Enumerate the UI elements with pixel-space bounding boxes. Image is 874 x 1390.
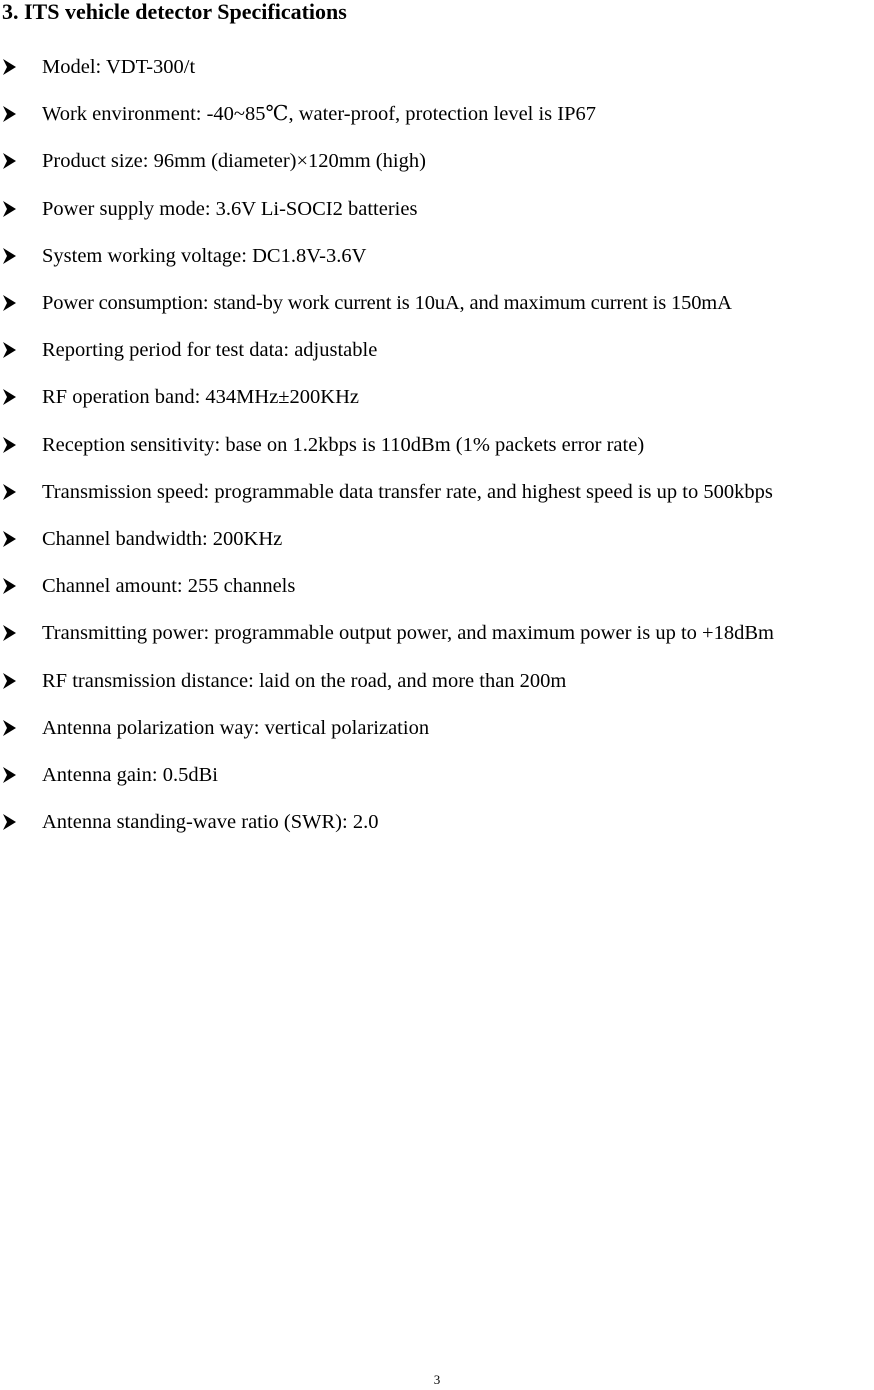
spec-text: Transmitting power: programmable output power, and maximum power is up to +18dBm xyxy=(42,622,774,645)
spec-text: RF operation band: 434MHz±200KHz xyxy=(42,386,359,409)
arrowhead-bullet-icon xyxy=(2,577,17,595)
spec-item xyxy=(0,138,874,185)
section-heading: 3. ITS vehicle detector Specifications xyxy=(2,0,347,24)
arrowhead-bullet-icon xyxy=(2,530,17,548)
spec-item xyxy=(0,610,874,657)
spec-text: Antenna standing-wave ratio (SWR): 2.0 xyxy=(42,811,379,834)
arrowhead-bullet-icon xyxy=(2,436,17,454)
spec-item xyxy=(0,563,874,610)
spec-text: Antenna polarization way: vertical polarization xyxy=(42,716,430,739)
arrowhead-bullet-icon xyxy=(2,388,17,406)
arrowhead-bullet-icon xyxy=(2,152,17,170)
spec-item xyxy=(0,91,874,138)
spec-item xyxy=(0,280,874,327)
arrowhead-bullet-icon xyxy=(2,766,17,784)
spec-text: Transmission speed: programmable data transfer rate, and highest speed is up to 500kbps xyxy=(42,480,773,503)
spec-text: Channel bandwidth: 200KHz xyxy=(42,528,283,551)
arrowhead-bullet-icon xyxy=(2,294,17,312)
spec-item xyxy=(0,469,874,516)
spec-text: Product size: 96mm (diameter)×120mm (high) xyxy=(42,150,426,173)
spec-item xyxy=(0,422,874,469)
spec-text: Model: VDT-300/t xyxy=(42,56,196,78)
arrowhead-bullet-icon xyxy=(2,200,17,218)
spec-item xyxy=(0,374,874,421)
spec-text: RF transmission distance: laid on the road, and more than 200m xyxy=(42,669,567,692)
spec-text: Power consumption: stand-by work current is 10uA, and maximum current is 150mA xyxy=(42,292,732,315)
arrowhead-bullet-icon xyxy=(2,247,17,265)
spec-item xyxy=(0,658,874,705)
arrowhead-bullet-icon xyxy=(2,624,17,642)
spec-text: System working voltage: DC1.8V-3.6V xyxy=(42,244,367,267)
spec-text: Power supply mode: 3.6V Li-SOCI2 batteries xyxy=(42,197,418,220)
arrowhead-bullet-icon xyxy=(2,105,17,123)
arrowhead-bullet-icon xyxy=(2,58,17,76)
spec-item xyxy=(0,186,874,233)
page-number: 3 xyxy=(433,1372,441,1387)
spec-item xyxy=(0,327,874,374)
spec-text: Work environment: -40~85℃, water-proof, protection level is IP67 xyxy=(42,103,597,126)
spec-text: Reception sensitivity: base on 1.2kbps is 110dBm (1% packets error rate) xyxy=(42,433,645,456)
arrowhead-bullet-icon xyxy=(2,672,17,690)
spec-item xyxy=(0,752,874,799)
arrowhead-bullet-icon xyxy=(2,341,17,359)
arrowhead-bullet-icon xyxy=(2,719,17,737)
arrowhead-bullet-icon xyxy=(2,813,17,831)
spec-text: Antenna gain: 0.5dBi xyxy=(42,764,218,787)
arrowhead-bullet-icon xyxy=(2,483,17,501)
spec-item xyxy=(0,44,874,91)
spec-item xyxy=(0,233,874,280)
spec-item xyxy=(0,516,874,563)
spec-text: Channel amount: 255 channels xyxy=(42,575,296,598)
spec-item xyxy=(0,705,874,752)
spec-list xyxy=(0,44,874,846)
spec-item xyxy=(0,799,874,846)
spec-text: Reporting period for test data: adjustable xyxy=(42,339,378,362)
